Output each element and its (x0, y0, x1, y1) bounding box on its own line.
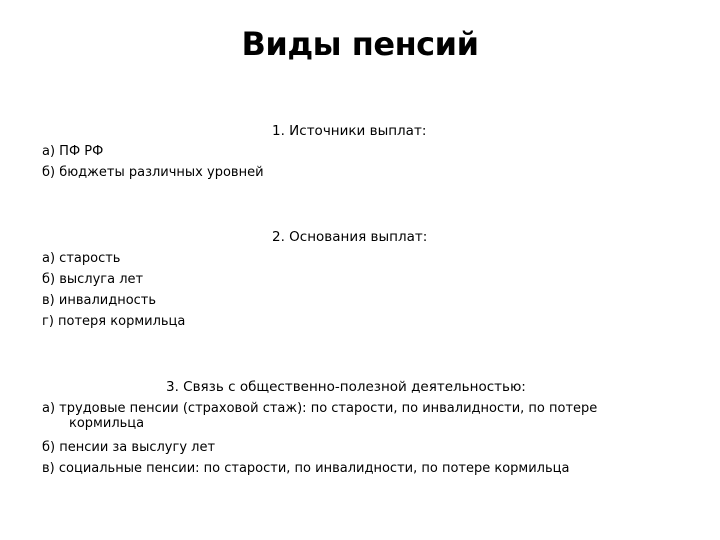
section2-item-c: в) инвалидность (42, 293, 157, 308)
section1-item-b: б) бюджеты различных уровней (42, 165, 264, 180)
section3-heading: 3. Связь с общественно-полезной деятельностью: (166, 379, 526, 395)
section3-item-b: б) пенсии за выслугу лет (42, 440, 216, 455)
section3-item-a: а) трудовые пенсии (страховой стаж): по старости, по инвалидности, по потере (42, 401, 598, 416)
section2-item-a: а) старость (42, 251, 121, 266)
section1-heading: 1. Источники выплат: (272, 123, 427, 139)
section1-item-a: а) ПФ РФ (42, 144, 104, 159)
section3-item-c: в) социальные пенсии: по старости, по инвалидности, по потере кормильца (42, 461, 570, 476)
section3-item-a-continuation: кормильца (69, 416, 145, 431)
section2-heading: 2. Основания выплат: (272, 229, 428, 245)
section2-item-d: г) потеря кормильца (42, 314, 186, 329)
section2-item-b: б) выслуга лет (42, 272, 144, 287)
slide-title: Виды пенсий (241, 25, 479, 63)
